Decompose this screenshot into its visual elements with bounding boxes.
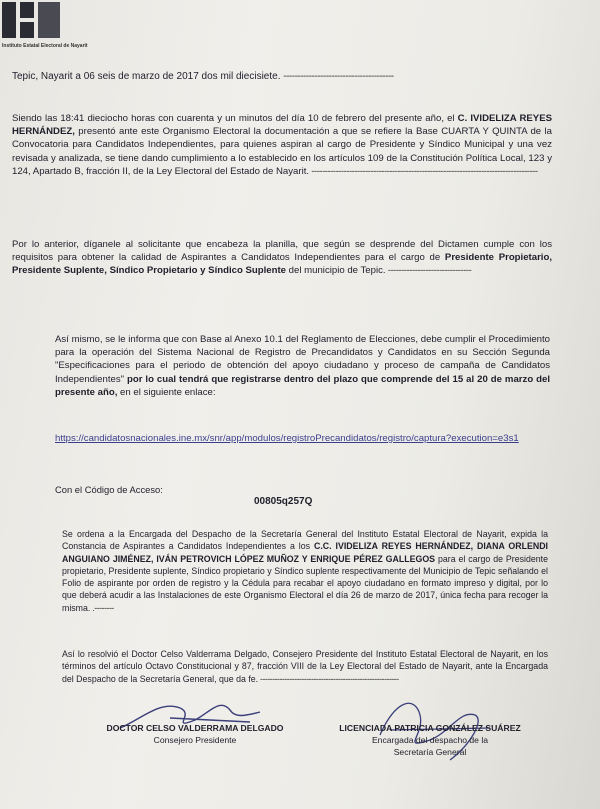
access-code-label: Con el Código de Acceso:	[55, 484, 163, 495]
date-line: Tepic, Nayarit a 06 seis de marzo de 2017 dos mil diecisiete. ---------------------------------------	[12, 71, 394, 82]
access-code: 00805q257Q	[254, 496, 313, 507]
paragraph-registration: Siendo las 18:41 dieciocho horas con cuarenta y un minutos del día 10 de febrero del presente año, el C. IVIDELIZA REYES HERNÁNDEZ, presentó ante este Organismo Electoral la documentación a que se refiere la Base CUARTA Y QUINTA de la Convocatoria para Candidatos Independientes, para quienes aspiran al cargo de Presidente y Síndico Municipal y una vez revisada y analizada, se tiene dando cumplimiento a lo establecido en los artículos 109 de la Constitución Política Local, 123 y 124, Apartado B, fracción II, de la Ley Electoral del Estado de Nayarit. ------------------------------------------------------------------------------------	[12, 113, 552, 177]
paragraph-order: Se ordena a la Encargada del Despacho de la Secretaría General del Instituto Estatal Electoral de Nayarit, expida la Constancia de Aspirantes a Candidatos Independientes a los C.C. IVIDELIZA REYES HERNÁNDEZ, DIANA ORLENDI ANGUIANO JIMÉNEZ, IVÁN PETROVICH LÓPEZ MUÑOZ Y ENRIQUE PÉREZ GALLEGOS para el cargo de Presidente propietario, Presidente suplente, Síndico propietario y Síndico suplente respectivamente del Municipio de Tepic señalando el Folio de aspirante por orden de registro y la Cédula para recabar el apoyo ciudadano en formato impreso y digital, por lo que deberá acudir a las Instalaciones de este Organismo Electoral el día 26 de marzo de 2017, única fecha para recoger la misma. .--------	[62, 529, 549, 613]
institute-logo	[2, 2, 97, 54]
signature-block-secretary: LICENCIADA PATRICIA GONZÁLEZ SUÁREZ Encargada del despacho de la Secretaría General	[339, 723, 521, 757]
logo-icon	[2, 2, 62, 38]
paragraph-resolution: Así lo resolvió el Doctor Celso Valderrama Delgado, Consejero Presidente del Instituto Estatal Electoral de Nayarit, en los términos del artículo Octavo Constitucional y 87, fracción VIII de la Ley Electoral del Estado de Nayarit, ante la Encargada del Despacho de la Secretaría General, que da fe. ---------------------------------------------------------	[62, 649, 548, 684]
paragraph-dictamen: Por lo anterior, díganele al solicitante que encabeza la planilla, que según se desprende del Dictamen cumple con los requisitos para obtener la calidad de Aspirantes a Candidatos Independientes para el cargo de Presidente Propietario, Presidente Suplente, Síndico Propietario y Síndico Suplente del municipio de Tepic. -------------------------------	[12, 239, 552, 277]
paragraph-registration-deadline: Así mismo, se le informa que con Base al Anexo 10.1 del Reglamento de Elecciones, debe cumplir el Procedimiento para la operación del Sistema Nacional de Registro de Precandidatos y Candidatos en su Sección Segunda "Especificaciones para el periodo de obtención del apoyo ciudadano y proceso de campaña de Candidatos Independientes" por lo cual tendrá que registrarse dentro del plazo que comprende del 15 al 20 de marzo del presente año, en el siguiente enlace:	[55, 334, 550, 398]
signature-block-president: DOCTOR CELSO VALDERRAMA DELGADO Consejero Presidente	[106, 723, 284, 745]
registration-link[interactable]: https://candidatosnacionales.ine.mx/snr/app/modulos/registroPrecandidatos/registro/captura?execution=e3s1	[55, 433, 519, 444]
logo-caption: Instituto Estatal Electoral de Nayarit	[2, 43, 88, 49]
